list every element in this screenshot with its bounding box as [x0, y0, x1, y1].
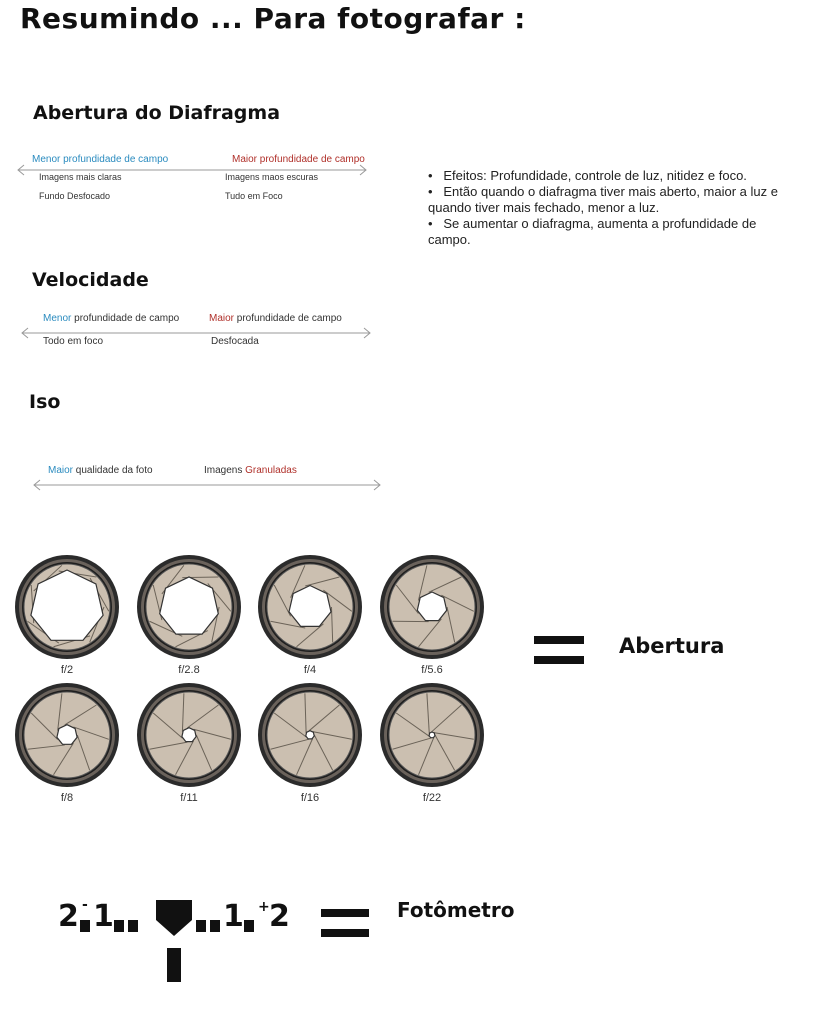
velocidade-right-item: Desfocada — [211, 336, 259, 347]
meter-tick — [244, 920, 254, 932]
aperture-label: f/16 — [300, 792, 320, 804]
aperture-diagram — [15, 555, 119, 676]
light-meter — [58, 898, 298, 988]
meter-tick — [196, 920, 206, 932]
aperture-diagram-grid — [0, 555, 500, 805]
meter-minus-one: 1 — [93, 899, 114, 934]
meter-tick — [114, 920, 124, 932]
abertura-left-item-2: Fundo Desfocado — [39, 191, 111, 201]
velocidade-left-item: Todo em foco — [43, 336, 104, 347]
meter-minus-two: 2 — [58, 899, 79, 934]
meter-plus-one: 1 — [223, 899, 244, 934]
abertura-left-label: Menor profundidade de campo — [32, 154, 169, 165]
meter-tick — [210, 920, 220, 932]
iso-right-label: Imagens Granuladas — [204, 465, 297, 476]
aperture-label: f/2 — [60, 664, 74, 676]
aperture-diagram — [258, 683, 362, 804]
meter-plus-two: 2 — [269, 899, 290, 934]
equals-sign-fotometro — [321, 909, 369, 937]
meter-tick — [80, 920, 90, 932]
meter-plus-sign: + — [258, 899, 270, 915]
velocidade-right-label: Maior profundidade de campo — [209, 313, 342, 324]
aperture-diagram — [137, 683, 241, 804]
aperture-diagram — [258, 555, 362, 676]
aperture-label: f/22 — [422, 792, 442, 804]
equals-sign-abertura — [534, 636, 584, 664]
meter-center-indicator — [156, 900, 192, 986]
aperture-label: f/11 — [180, 792, 198, 804]
abertura-right-item-1: Imagens maos escuras — [225, 172, 319, 182]
fotometro-label: Fotômetro — [397, 898, 515, 922]
abertura-right-label: Maior profundidade de campo — [232, 154, 365, 165]
abertura-right-item-2: Tudo em Foco — [225, 191, 283, 201]
effects-item: • Então quando o diafragma tiver mais aberto, maior a luz e quando tiver mais fechado, menor a luz. — [428, 184, 778, 215]
meter-tick — [128, 920, 138, 932]
aperture-label: f/4 — [303, 664, 317, 676]
aperture-label: f/2.8 — [178, 664, 200, 676]
meter-minus-sign: - — [82, 897, 88, 913]
iso-left-label: Maior qualidade da foto — [48, 465, 153, 476]
velocidade-heading: Velocidade — [32, 269, 149, 291]
abertura-label: Abertura — [619, 634, 725, 658]
effects-list — [428, 168, 788, 248]
aperture-label: f/5.6 — [421, 664, 443, 676]
page-title: Resumindo ... Para fotografar : — [20, 2, 526, 35]
iso-arrow — [30, 478, 384, 492]
aperture-label: f/8 — [60, 792, 74, 804]
iso-heading: Iso — [29, 391, 61, 413]
aperture-diagram — [380, 683, 484, 804]
velocidade-left-label: Menor profundidade de campo — [43, 313, 180, 324]
effects-item: • Efeitos: Profundidade, controle de luz, nitidez e foco. — [428, 168, 747, 183]
abertura-heading: Abertura do Diafragma — [33, 102, 281, 124]
aperture-diagram — [15, 683, 119, 804]
abertura-left-item-1: Imagens mais claras — [39, 172, 122, 182]
aperture-diagram — [380, 555, 484, 676]
effects-item: • Se aumentar o diafragma, aumenta a profundidade de campo. — [428, 216, 757, 247]
aperture-diagram — [137, 555, 241, 676]
